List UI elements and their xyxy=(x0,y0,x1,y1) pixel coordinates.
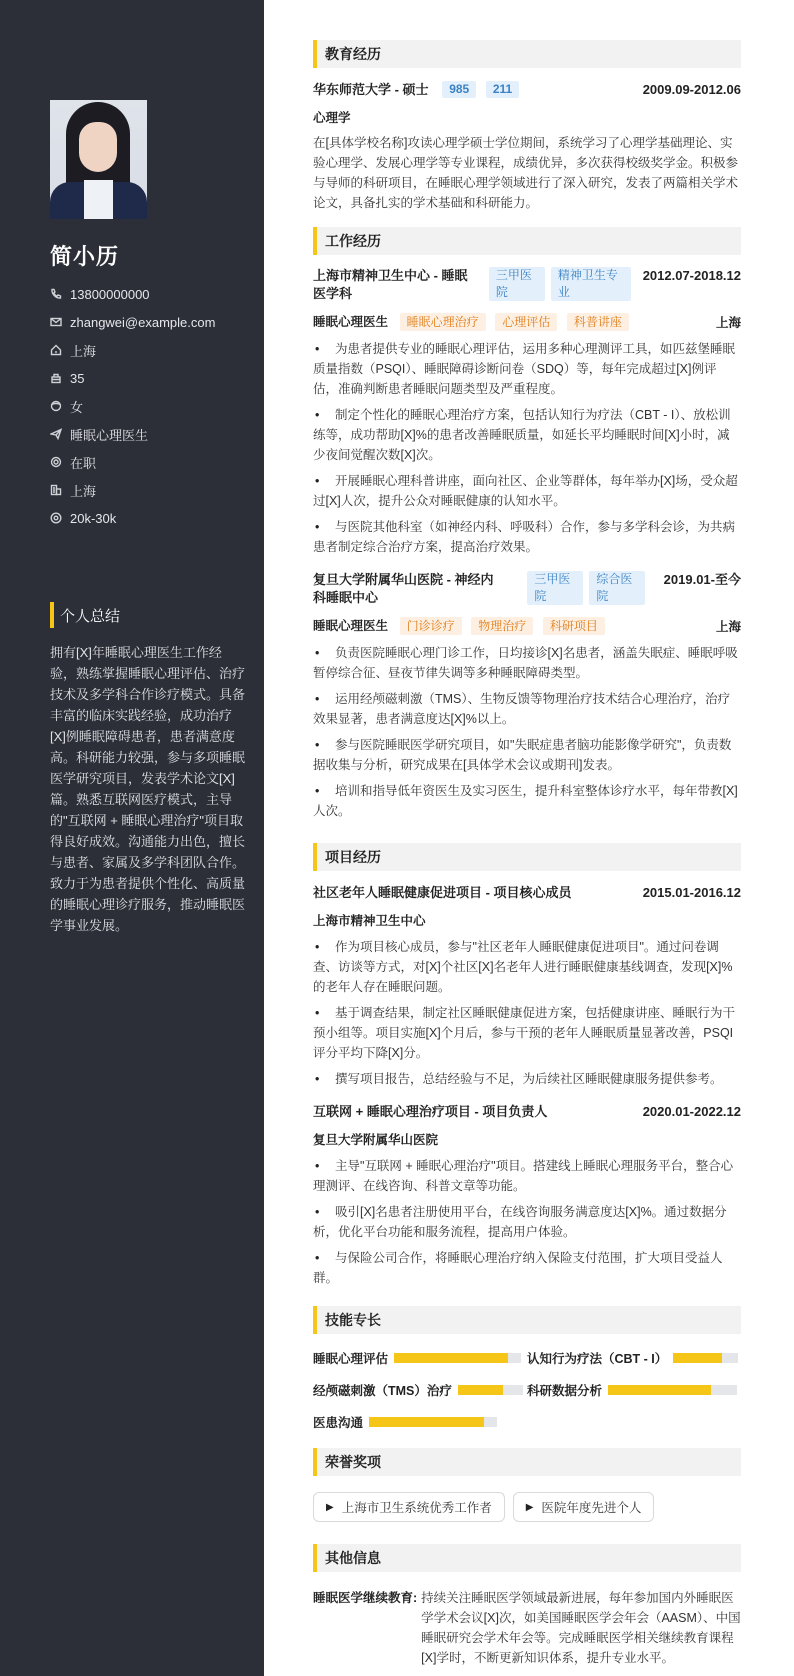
date-range: 2012.07-2018.12 xyxy=(642,268,741,283)
status-icon xyxy=(50,456,62,468)
email-icon xyxy=(50,316,62,328)
contact-email: zhangwei@example.com xyxy=(50,308,215,336)
city-icon xyxy=(50,484,62,496)
company-tag: 综合医院 xyxy=(589,571,645,605)
date-range: 2009.09-2012.06 xyxy=(642,82,741,97)
contact-list xyxy=(50,280,215,532)
age-icon xyxy=(50,372,62,384)
skill-item: 医患沟通 xyxy=(313,1406,527,1438)
company-name: 复旦大学附属华山医院 - 神经内科睡眠中心 xyxy=(313,572,494,605)
bullet-item: • 负责医院睡眠心理门诊工作，日均接诊[X]名患者，涵盖失眠症、睡眠呼吸暂停综合征、昼夜节律失调等多种睡眠障碍类型。 xyxy=(313,643,741,683)
location: 上海 xyxy=(715,619,741,634)
school-name: 华东师范大学 - 硕士 xyxy=(313,82,429,97)
skill-item: 经颅磁刺激（TMS）治疗 xyxy=(313,1374,527,1406)
skill-tag: 科普讲座 xyxy=(567,313,629,331)
awards-section xyxy=(313,1448,741,1522)
company-tag: 三甲医院 xyxy=(489,267,545,301)
location: 上海 xyxy=(715,315,741,330)
project-entry xyxy=(313,1103,741,1288)
date-range: 2019.01-至今 xyxy=(663,572,741,587)
bullet-item: • 为患者提供专业的睡眠心理评估，运用多种心理测评工具，如匹兹堡睡眠质量指数（PSQI）、睡眠障碍诊断问卷（SDQ）等，每年完成超过[X]例评估，准确判断患者睡眠问题类型及严重程度。 xyxy=(313,339,741,399)
contact-salary: 20k-30k xyxy=(50,504,215,532)
company-name: 上海市精神卫生中心 - 睡眠医学科 xyxy=(313,268,468,301)
award-item: ▶ 医院年度先进个人 xyxy=(513,1492,655,1522)
bullet-item: • 制定个性化的睡眠心理治疗方案，包括认知行为疗法（CBT - I）、放松训练等，成功帮助[X]%的患者改善睡眠质量，如延长平均睡眠时间[X]小时，减少夜间觉醒次数[X]次。 xyxy=(313,405,741,465)
bullet-list xyxy=(313,339,741,557)
other-label: 睡眠医学继续教育: xyxy=(313,1591,418,1605)
play-triangle-icon: ▶ xyxy=(525,1501,534,1513)
contact-age: 35 xyxy=(50,364,215,392)
bullet-list xyxy=(313,937,741,1089)
education-section xyxy=(313,40,741,213)
bullet-item: • 运用经颅磁刺激（TMS）、生物反馈等物理治疗技术结合心理治疗，治疗效果显著，患者满意度达[X]%以上。 xyxy=(313,689,741,729)
skill-item: 科研数据分析 xyxy=(527,1374,741,1406)
company-tag: 三甲医院 xyxy=(527,571,583,605)
bullet-item: • 与保险公司合作，将睡眠心理治疗纳入保险支付范围，扩大项目受益人群。 xyxy=(313,1248,741,1288)
skill-item: 睡眠心理评估 xyxy=(313,1342,527,1374)
skill-bar xyxy=(458,1385,523,1395)
skill-bar xyxy=(369,1417,497,1427)
section-heading: 其他信息 xyxy=(313,1544,741,1572)
project-org: 上海市精神卫生中心 xyxy=(313,914,426,928)
summary-text: 拥有[X]年睡眠心理医生工作经验，熟练掌握睡眠心理评估、治疗技术及多学科合作诊疗模式。具备丰富的临床实践经验，成功治疗[X]例睡眠障碍患者，患者满意度高。科研能力较强，参与多项睡眠医学研究项目，发表学术论文[X]篇。熟悉互联网医疗模式，主导的"互联网 + 睡眠心理治疗"项目取得良好成效。沟通能力出色，擅长与患者、家属及多学科团队合作。致力于为患者提供个性化、高质量的睡眠心理诊疗服务，推动睡眠医学事业发展。 xyxy=(50,645,246,933)
skill-item: 认知行为疗法（CBT - I） xyxy=(527,1342,741,1374)
skill-bar xyxy=(394,1353,521,1363)
award-list xyxy=(313,1492,741,1522)
work-entry xyxy=(313,267,741,557)
section-heading: 荣誉奖项 xyxy=(313,1448,741,1476)
bullet-item: • 培训和指导低年资医生及实习医生，提升科室整体诊疗水平，每年带教[X]人次。 xyxy=(313,781,741,821)
section-heading: 技能专长 xyxy=(313,1306,741,1334)
accent-bar xyxy=(50,602,54,628)
play-triangle-icon: ▶ xyxy=(326,1501,334,1513)
bullet-item: • 撰写项目报告，总结经验与不足，为后续社区睡眠健康服务提供参考。 xyxy=(313,1069,741,1089)
tag: 211 xyxy=(486,81,519,98)
date-range: 2020.01-2022.12 xyxy=(642,1104,741,1119)
other-item xyxy=(313,1588,741,1668)
bullet-item: • 基于调查结果，制定社区睡眠健康促进方案，包括健康讲座、睡眠行为干预小组等。项目实施[X]个月后，参与干预的老年人睡眠质量显著改善，PSQI评分平均下降[X]分。 xyxy=(313,1003,741,1063)
bullet-item: • 作为项目核心成员，参与"社区老年人睡眠健康促进项目"。通过问卷调查、访谈等方式，对[X]个社区[X]名老年人进行睡眠健康基线调查，发现[X]%的老年人存在睡眠问题。 xyxy=(313,937,741,997)
bullet-item: • 吸引[X]名患者注册使用平台，在线咨询服务满意度达[X]%。通过数据分析，优化平台功能和服务流程，提高用户体验。 xyxy=(313,1202,741,1242)
skill-list xyxy=(313,1342,741,1438)
bullet-item: • 开展睡眠心理科普讲座，面向社区、企业等群体，每年举办[X]场，受众超过[X]人次，提升公众对睡眠健康的认知水平。 xyxy=(313,471,741,511)
skill-tag: 心理评估 xyxy=(495,313,557,331)
tag: 985 xyxy=(442,81,476,98)
bullet-item: • 与医院其他科室（如神经内科、呼吸科）合作，参与多学科会诊，为共病患者制定综合治疗方案，提高治疗效果。 xyxy=(313,517,741,557)
project-name: 互联网 + 睡眠心理治疗项目 - 项目负责人 xyxy=(313,1104,548,1119)
section-heading: 项目经历 xyxy=(313,843,741,871)
company-tag: 精神卫生专业 xyxy=(551,267,631,301)
skill-bar xyxy=(608,1385,737,1395)
skill-bar-fill xyxy=(394,1353,508,1363)
award-item: ▶ 上海市卫生系统优秀工作者 xyxy=(313,1492,505,1522)
skills-section xyxy=(313,1306,741,1438)
gender-icon xyxy=(50,400,62,412)
contact-phone: 13800000000 xyxy=(50,280,215,308)
salary-icon xyxy=(50,512,62,524)
skill-tag: 物理治疗 xyxy=(471,617,533,635)
skill-bar-fill xyxy=(673,1353,722,1363)
other-value: 持续关注睡眠医学领域最新进展，每年参加国内外睡眠医学学术会议[X]次，如美国睡眠医学会年会（AASM）、中国睡眠研究会学术年会等。完成睡眠医学相关继续教育课程[X]学时，不断更新知识体系，提升专业水平。 xyxy=(421,1591,741,1665)
phone-icon xyxy=(50,288,62,300)
major: 心理学 xyxy=(313,111,351,125)
main-content xyxy=(313,40,741,1668)
summary-heading: 个人总结 xyxy=(50,602,120,628)
skill-tag: 科研项目 xyxy=(543,617,605,635)
bullet-item: • 参与医院睡眠医学研究项目，如"失眠症患者脑功能影像学研究"，负责数据收集与分析，研究成果在[具体学术会议或期刊]发表。 xyxy=(313,735,741,775)
sidebar xyxy=(0,0,264,1676)
skill-bar-fill xyxy=(369,1417,484,1427)
section-heading: 工作经历 xyxy=(313,227,741,255)
bullet-item: • 主导"互联网 + 睡眠心理治疗"项目。搭建线上睡眠心理服务平台，整合心理测评、在线咨询、科普文章等功能。 xyxy=(313,1156,741,1196)
project-entry xyxy=(313,884,741,1089)
skill-tag: 门诊诊疗 xyxy=(400,617,462,635)
position: 睡眠心理医生 xyxy=(313,315,389,329)
skill-bar-fill xyxy=(608,1385,711,1395)
education-entry xyxy=(313,81,741,213)
bullet-list xyxy=(313,643,741,821)
skill-tag: 睡眠心理治疗 xyxy=(400,313,486,331)
projects-section xyxy=(313,843,741,1288)
contact-city: 上海 xyxy=(50,476,215,504)
profile-name: 简小历 xyxy=(50,244,120,269)
contact-job: 睡眠心理医生 xyxy=(50,420,215,448)
contact-status: 在职 xyxy=(50,448,215,476)
other-section xyxy=(313,1544,741,1668)
project-name: 社区老年人睡眠健康促进项目 - 项目核心成员 xyxy=(313,885,572,900)
skill-bar xyxy=(673,1353,738,1363)
work-entry xyxy=(313,571,741,821)
position: 睡眠心理医生 xyxy=(313,619,389,633)
project-org: 复旦大学附属华山医院 xyxy=(313,1133,439,1147)
job-icon xyxy=(50,428,62,440)
section-heading: 教育经历 xyxy=(313,40,741,68)
work-section xyxy=(313,227,741,821)
date-range: 2015.01-2016.12 xyxy=(642,885,741,900)
skill-bar-fill xyxy=(458,1385,504,1395)
contact-home: 上海 xyxy=(50,336,215,364)
contact-gender: 女 xyxy=(50,392,215,420)
education-description: 在[具体学校名称]攻读心理学硕士学位期间，系统学习了心理学基础理论、实验心理学、发展心理学等专业课程，成绩优异，多次获得校级奖学金。积极参与导师的科研项目，在睡眠心理学领域进行了深入研究，发表了两篇相关学术论文，具备扎实的学术基础和科研能力。 xyxy=(313,136,739,210)
profile-photo xyxy=(50,100,147,219)
home-icon xyxy=(50,344,62,356)
bullet-list xyxy=(313,1156,741,1288)
